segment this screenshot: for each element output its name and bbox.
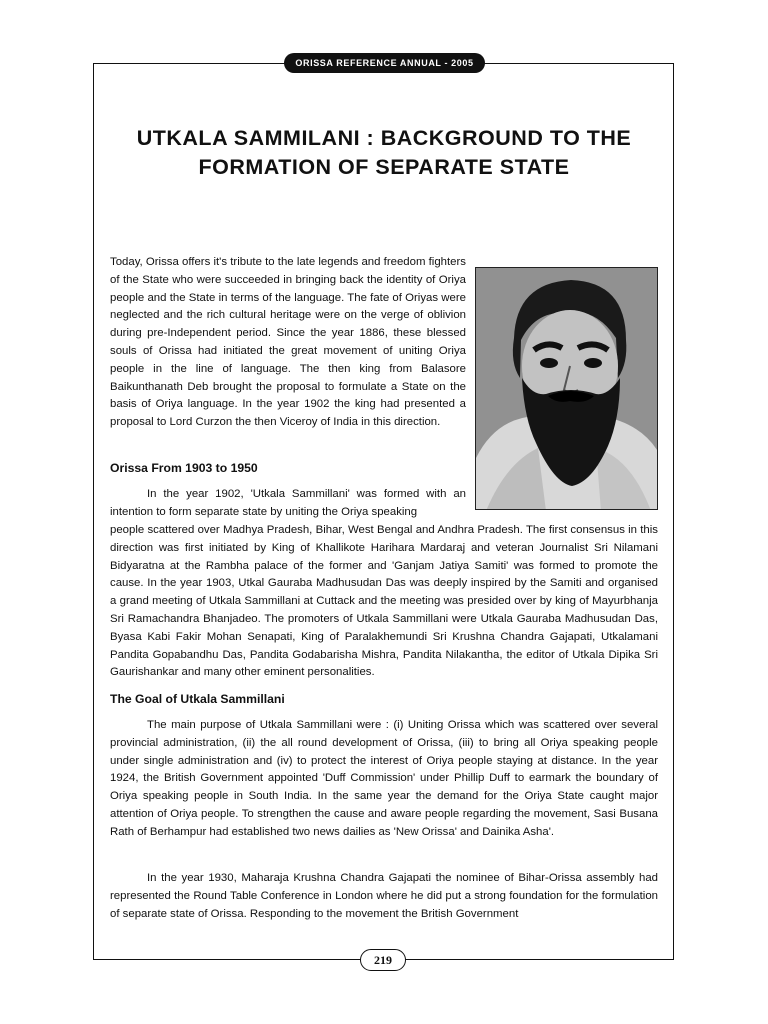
section2-paragraph-1: The main purpose of Utkala Sammillani were : (i) Uniting Orissa which was scattered over several provincial administration, (ii) the all round development of Orissa, (iii) to bring all Oriya speaking people under single administration and (iv) to protect the interest of Oriya people staying at distance. In the year 1924, the British Government appointed 'Duff Commission' under Phillip Duff to earmark the boundary of Oriya speaking people in South India. In the same year the demand for the Oriya State caught major attention of Oriya people. To strengthen the cause and aware people regarding the movement, Sasi Busana Rath of Berhampur had established two news dailies as 'New Orissa' and Dainika Asha'. xyxy=(110,719,658,838)
page-number: 219 xyxy=(360,949,406,971)
article-title xyxy=(100,124,668,182)
publication-header: ORISSA REFERENCE ANNUAL - 2005 xyxy=(284,53,485,73)
portrait-photo xyxy=(475,267,658,510)
section-heading-1: Orissa From 1903 to 1950 xyxy=(110,461,258,475)
intro-paragraph: Today, Orissa offers it's tribute to the late legends and freedom fighters of the State who were succeeded in bringing back the identity of Oriya people and the State in terms of the language. The fate of Oriyas were neglected and the rich cultural heritage were on the verge of oblivion during pre-Independent period. Since the year 1886, these blessed souls of Orissa had initiated the great movement of uniting Oriya people in the line of language. The then king from Balasore Baikunthanath Deb brought the proposal to formulate a State on the basis of Oriya language. In the year 1902 the king had presented a proposal to Lord Curzon the then Viceroy of India in this direction. xyxy=(110,256,466,429)
section2-paragraph-2: In the year 1930, Maharaja Krushna Chandra Gajapati the nominee of Bihar-Orissa assembly had represented the Round Table Conference in London where he did put a strong foundation for the formulation of separate state of Orissa. Responding to the movement the British Government xyxy=(110,872,658,920)
title-line-1: UTKALA SAMMILANI : BACKGROUND TO THE xyxy=(136,126,632,150)
portrait-image xyxy=(476,268,658,510)
section-heading-2: The Goal of Utkala Sammillani xyxy=(110,692,285,706)
section1-paragraph-start: In the year 1902, 'Utkala Sammillani' was formed with an intention to form separate state by uniting the Oriya speaking xyxy=(110,488,466,518)
title-line-2: FORMATION OF SEPARATE STATE xyxy=(198,155,570,179)
section1-paragraph-continued: people scattered over Madhya Pradesh, Bihar, West Bengal and Andhra Pradesh. The first consensus in this direction was first initiated by King of Khallikote Harihara Mardaraj and veteran Journalist Sri Nilamani Bidyaratna at the Rambha palace of the former and 'Ganjam Jatiya Samiti' was formed to promote the cause. In the year 1903, Utkal Gauraba Madhusudan Das was deeply inspired by the Samiti and organised a grand meeting of Utkala Sammillani at Cuttack and the meeting was presided over by king of Mayurbhanja Sri Ramachandra Bhanjadeo. The promoters of Utkala Sammillani were Utkala Gauraba Madhusudan Das, Byasa Kabi Fakir Mohan Senapati, King of Paralakhemundi Sri Krushna Chandra Gajapati, Utkalamani Pandita Gopabandhu Das, Pandita Godabarisha Mishra, Pandita Nilakantha, the editor of Utkala Dipika Sri Gaurishankar and many other eminent personalities. xyxy=(110,524,658,679)
